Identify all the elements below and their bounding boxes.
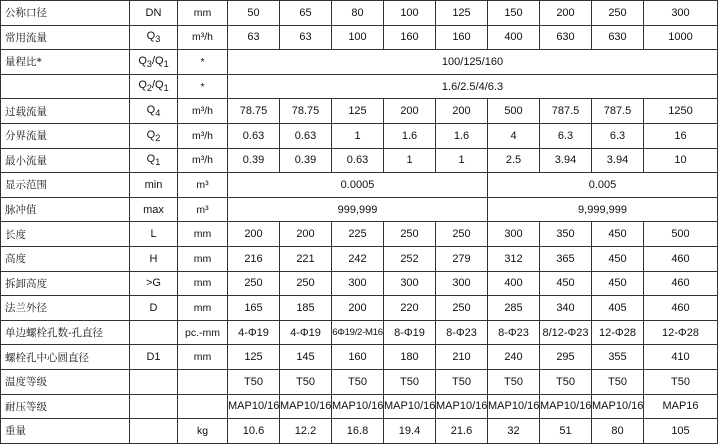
value-cell: 350 (540, 222, 592, 247)
value-cell: 500 (488, 99, 540, 124)
row-label: 螺栓孔中心圆直径 (1, 345, 130, 370)
value-cell: MAP10/16 (384, 394, 436, 419)
merged-value-cell: 999,999 (228, 197, 488, 222)
value-cell: 78.75 (280, 99, 332, 124)
value-cell: 250 (436, 296, 488, 321)
value-cell: 8-Φ19 (384, 320, 436, 345)
value-cell: 125 (436, 1, 488, 26)
symbol-cell: $Q_3$ (130, 25, 178, 50)
unit-cell: mm (178, 246, 228, 271)
value-cell: 1 (384, 148, 436, 173)
value-cell: MAP10/16 (228, 394, 280, 419)
table-row (1, 50, 718, 75)
unit-cell: m³/h (178, 148, 228, 173)
value-cell: 300 (488, 222, 540, 247)
value-cell: 0.63 (332, 148, 384, 173)
value-cell: 450 (540, 271, 592, 296)
merged-value-cell: 1.6/2.5/4/6.3 (228, 74, 718, 99)
unit-cell: mm (178, 271, 228, 296)
value-cell: 630 (540, 25, 592, 50)
table-row (1, 25, 718, 50)
unit-cell: m³/h (178, 99, 228, 124)
value-cell: 63 (228, 25, 280, 50)
table-row (1, 394, 718, 419)
value-cell: 100 (332, 25, 384, 50)
value-cell: 0.63 (280, 123, 332, 148)
value-cell: 285 (488, 296, 540, 321)
row-label: 法兰外径 (1, 296, 130, 321)
value-cell: 252 (384, 246, 436, 271)
value-cell: 1.6 (436, 123, 488, 148)
value-cell: 8/12-Φ23 (540, 320, 592, 345)
unit-cell: m³/h (178, 123, 228, 148)
symbol-cell: DN (130, 1, 178, 26)
row-label: 拆卸高度 (1, 271, 130, 296)
table-row (1, 222, 718, 247)
unit-cell: mm (178, 1, 228, 26)
value-cell: 355 (592, 345, 644, 370)
value-cell: 125 (228, 345, 280, 370)
merged-value-cell: 100/125/160 (228, 50, 718, 75)
symbol-cell: min (130, 173, 178, 198)
row-label: 过载流量 (1, 99, 130, 124)
unit-cell: mm (178, 296, 228, 321)
value-cell: 500 (644, 222, 718, 247)
value-cell: 216 (228, 246, 280, 271)
value-cell: 405 (592, 296, 644, 321)
value-cell: 450 (592, 271, 644, 296)
value-cell: 221 (280, 246, 332, 271)
value-cell: 250 (228, 271, 280, 296)
value-cell: 460 (644, 271, 718, 296)
value-cell: 10.6 (228, 419, 280, 444)
value-cell: T50 (384, 369, 436, 394)
value-cell: T50 (332, 369, 384, 394)
value-cell: 8-Φ23 (488, 320, 540, 345)
unit-cell: m³/h (178, 25, 228, 50)
value-cell: 200 (436, 99, 488, 124)
table-row (1, 320, 718, 345)
value-cell: T50 (436, 369, 488, 394)
value-cell: MAP10/16 (540, 394, 592, 419)
symbol-cell: $Q_1$ (130, 148, 178, 173)
value-cell: 78.75 (228, 99, 280, 124)
value-cell: 300 (436, 271, 488, 296)
value-cell: MAP10/16 (332, 394, 384, 419)
merged-value-cell: 9,999,999 (488, 197, 718, 222)
value-cell: 200 (228, 222, 280, 247)
unit-cell (178, 369, 228, 394)
value-cell: 300 (332, 271, 384, 296)
value-cell: 0.39 (280, 148, 332, 173)
value-cell: 200 (540, 1, 592, 26)
value-cell: 0.63 (228, 123, 280, 148)
row-label: 量程比* (1, 50, 130, 75)
value-cell: 460 (644, 246, 718, 271)
row-label: 显示范围 (1, 173, 130, 198)
symbol-cell: $Q_3/Q_1$ (130, 50, 178, 75)
value-cell: 1250 (644, 99, 718, 124)
value-cell: 12.2 (280, 419, 332, 444)
value-cell: 6Φ19/2-M16 (332, 320, 384, 345)
value-cell: 8-Φ23 (436, 320, 488, 345)
value-cell: 250 (280, 271, 332, 296)
value-cell: 250 (592, 1, 644, 26)
value-cell: MAP10/16 (436, 394, 488, 419)
value-cell: MAP16 (644, 394, 718, 419)
value-cell: 250 (384, 222, 436, 247)
value-cell: 6.3 (592, 123, 644, 148)
value-cell: T50 (644, 369, 718, 394)
symbol-cell: $Q_4$ (130, 99, 178, 124)
table-row (1, 419, 718, 444)
value-cell: 145 (280, 345, 332, 370)
value-cell: 300 (644, 1, 718, 26)
row-label: 常用流量 (1, 25, 130, 50)
value-cell: 300 (384, 271, 436, 296)
value-cell: 242 (332, 246, 384, 271)
value-cell: MAP10/16 (592, 394, 644, 419)
symbol-cell: L (130, 222, 178, 247)
value-cell: 295 (540, 345, 592, 370)
symbol-cell: D1 (130, 345, 178, 370)
value-cell: 210 (436, 345, 488, 370)
row-label: 分界流量 (1, 123, 130, 148)
merged-value-cell: 0.005 (488, 173, 718, 198)
table-row (1, 369, 718, 394)
value-cell: T50 (592, 369, 644, 394)
unit-cell: kg (178, 419, 228, 444)
unit-cell: m³ (178, 173, 228, 198)
value-cell: 125 (332, 99, 384, 124)
value-cell: 1 (436, 148, 488, 173)
value-cell: 180 (384, 345, 436, 370)
spec-table-body (1, 1, 718, 444)
value-cell: 51 (540, 419, 592, 444)
table-row (1, 197, 718, 222)
unit-cell: * (178, 50, 228, 75)
row-label: 耐压等级 (1, 394, 130, 419)
table-row (1, 271, 718, 296)
value-cell: 460 (644, 296, 718, 321)
row-label: 脉冲值 (1, 197, 130, 222)
symbol-cell: max (130, 197, 178, 222)
value-cell: 4-Φ19 (280, 320, 332, 345)
value-cell: MAP10/16 (280, 394, 332, 419)
value-cell: 160 (384, 25, 436, 50)
value-cell: 80 (592, 419, 644, 444)
row-label: 温度等级 (1, 369, 130, 394)
value-cell: 787.5 (592, 99, 644, 124)
unit-cell: pc.-mm (178, 320, 228, 345)
value-cell: 400 (488, 25, 540, 50)
table-row (1, 296, 718, 321)
symbol-cell: $Q_2/Q_1$ (130, 74, 178, 99)
value-cell: 150 (488, 1, 540, 26)
symbol-cell: $Q_2$ (130, 123, 178, 148)
table-row (1, 173, 718, 198)
value-cell: 16.8 (332, 419, 384, 444)
table-row (1, 123, 718, 148)
symbol-cell (130, 419, 178, 444)
merged-value-cell: 0.0005 (228, 173, 488, 198)
value-cell: 1.6 (384, 123, 436, 148)
value-cell: 3.94 (540, 148, 592, 173)
value-cell: 160 (332, 345, 384, 370)
symbol-cell (130, 320, 178, 345)
row-label (1, 74, 130, 99)
value-cell: 225 (332, 222, 384, 247)
value-cell: MAP10/16 (488, 394, 540, 419)
value-cell: 16 (644, 123, 718, 148)
value-cell: 200 (332, 296, 384, 321)
value-cell: 100 (384, 1, 436, 26)
unit-cell: * (178, 74, 228, 99)
value-cell: 365 (540, 246, 592, 271)
table-row (1, 99, 718, 124)
value-cell: 12-Φ28 (644, 320, 718, 345)
value-cell: 312 (488, 246, 540, 271)
value-cell: 21.6 (436, 419, 488, 444)
value-cell: 250 (436, 222, 488, 247)
value-cell: 6.3 (540, 123, 592, 148)
value-cell: 787.5 (540, 99, 592, 124)
row-label: 长度 (1, 222, 130, 247)
value-cell: 3.94 (592, 148, 644, 173)
value-cell: 450 (592, 222, 644, 247)
row-label: 公称口径 (1, 1, 130, 26)
value-cell: 240 (488, 345, 540, 370)
value-cell: 340 (540, 296, 592, 321)
table-row (1, 246, 718, 271)
row-label: 重量 (1, 419, 130, 444)
symbol-cell: H (130, 246, 178, 271)
value-cell: 4-Φ19 (228, 320, 280, 345)
symbol-cell: D (130, 296, 178, 321)
value-cell: 185 (280, 296, 332, 321)
unit-cell: mm (178, 345, 228, 370)
unit-cell: m³ (178, 197, 228, 222)
value-cell: 80 (332, 1, 384, 26)
row-label: 单边螺栓孔数-孔直径 (1, 320, 130, 345)
value-cell: 630 (592, 25, 644, 50)
value-cell: 1 (332, 123, 384, 148)
value-cell: 50 (228, 1, 280, 26)
row-label: 最小流量 (1, 148, 130, 173)
table-row (1, 1, 718, 26)
value-cell: 200 (280, 222, 332, 247)
table-row (1, 148, 718, 173)
value-cell: 1000 (644, 25, 718, 50)
table-row (1, 345, 718, 370)
value-cell: 450 (592, 246, 644, 271)
value-cell: 220 (384, 296, 436, 321)
unit-cell: mm (178, 222, 228, 247)
value-cell: 410 (644, 345, 718, 370)
value-cell: 105 (644, 419, 718, 444)
value-cell: 65 (280, 1, 332, 26)
value-cell: 0.39 (228, 148, 280, 173)
value-cell: 200 (384, 99, 436, 124)
value-cell: 12-Φ28 (592, 320, 644, 345)
unit-cell (178, 394, 228, 419)
value-cell: 19.4 (384, 419, 436, 444)
value-cell: 400 (488, 271, 540, 296)
value-cell: 165 (228, 296, 280, 321)
value-cell: T50 (228, 369, 280, 394)
value-cell: T50 (280, 369, 332, 394)
value-cell: 279 (436, 246, 488, 271)
symbol-cell: >G (130, 271, 178, 296)
symbol-cell (130, 394, 178, 419)
value-cell: 63 (280, 25, 332, 50)
row-label: 高度 (1, 246, 130, 271)
value-cell: 4 (488, 123, 540, 148)
symbol-cell (130, 369, 178, 394)
value-cell: 10 (644, 148, 718, 173)
value-cell: 32 (488, 419, 540, 444)
value-cell: T50 (488, 369, 540, 394)
table-row (1, 74, 718, 99)
value-cell: 2.5 (488, 148, 540, 173)
value-cell: T50 (540, 369, 592, 394)
value-cell: 160 (436, 25, 488, 50)
